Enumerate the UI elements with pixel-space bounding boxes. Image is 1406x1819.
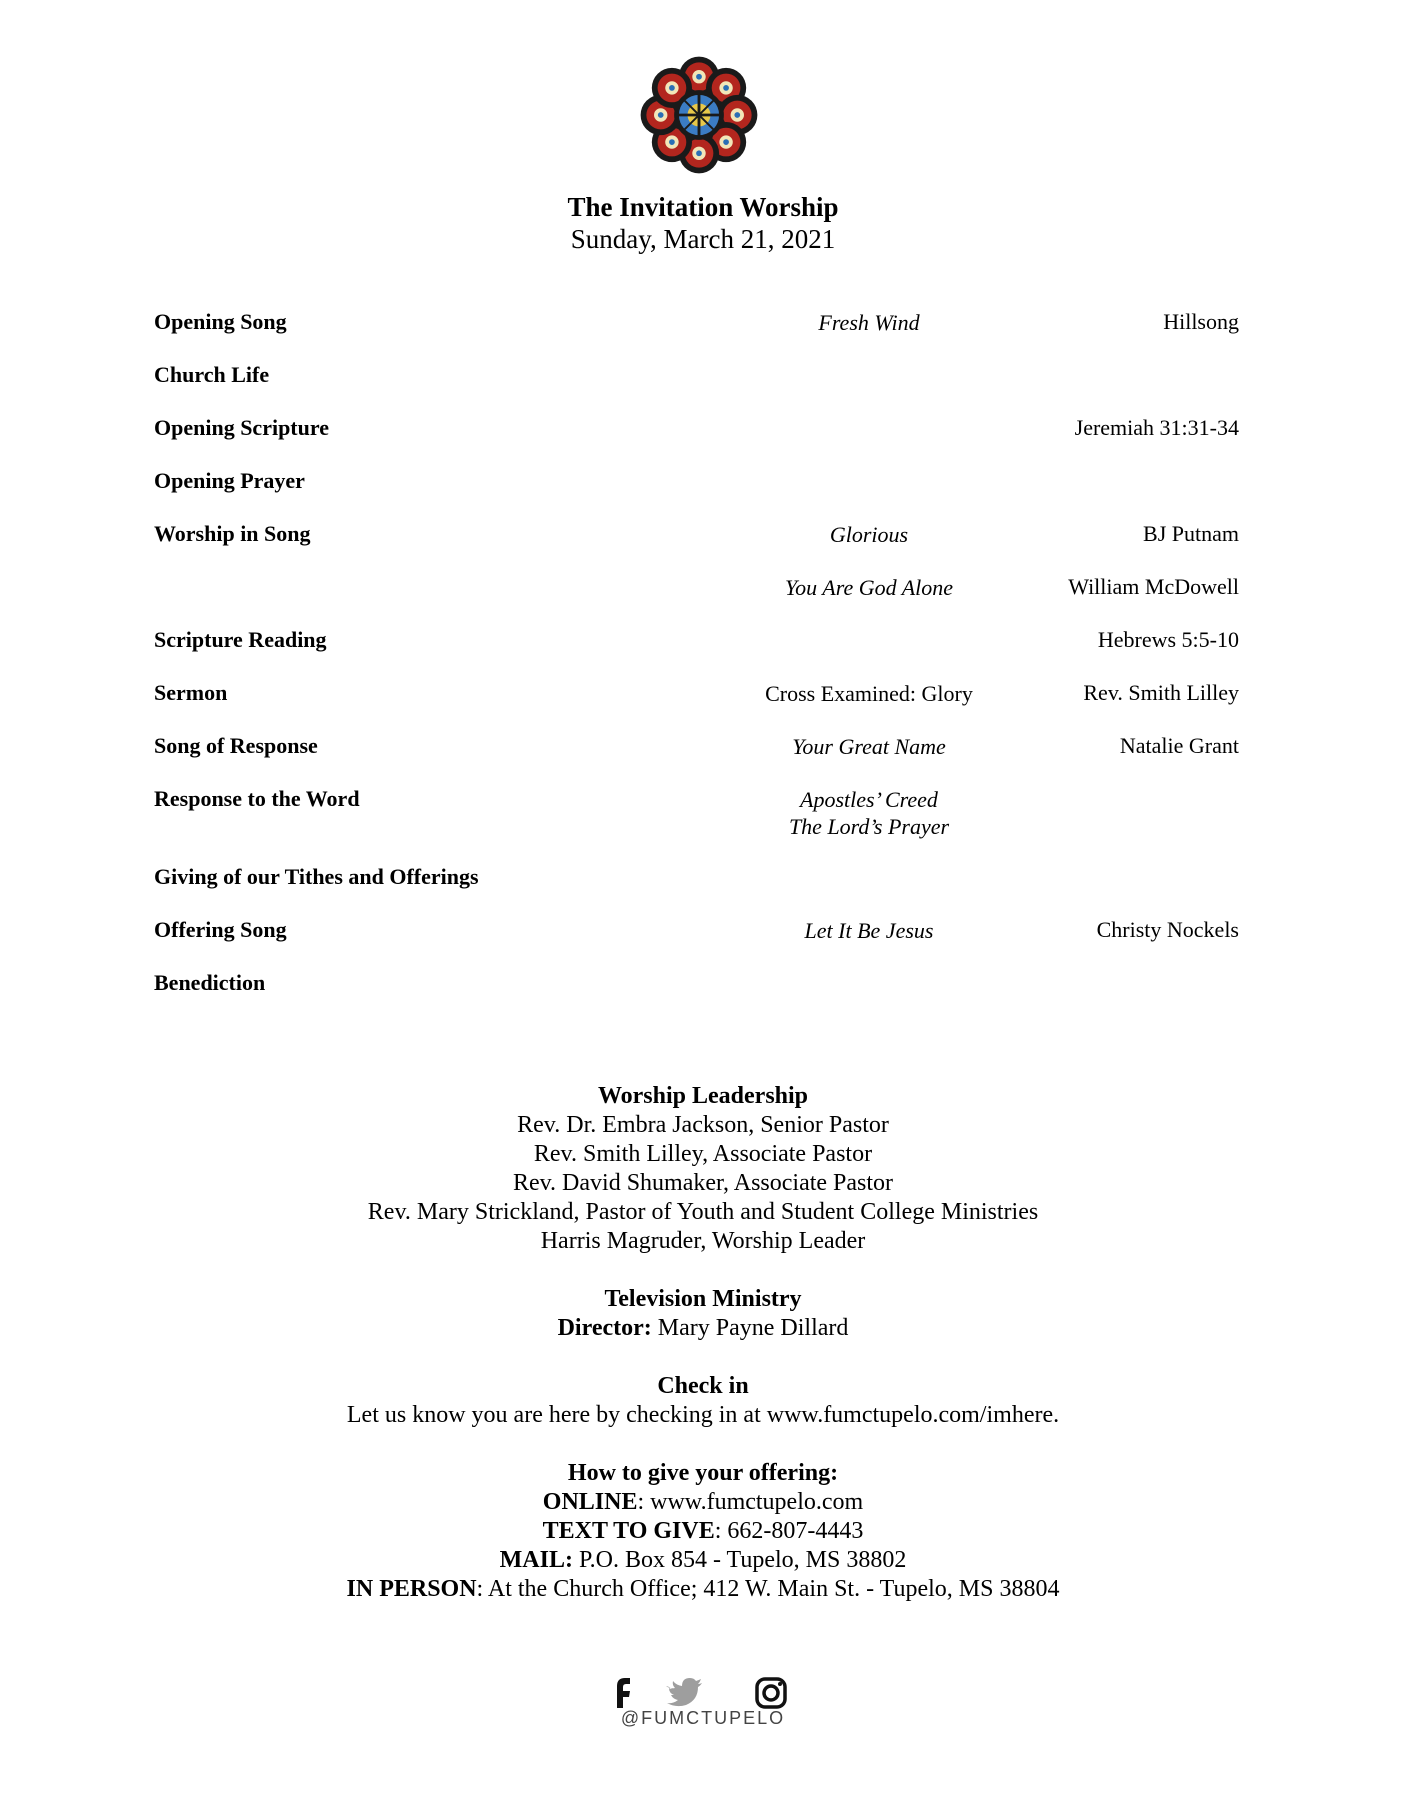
worship-row <box>154 786 1239 846</box>
online-value: : www.fumctupelo.com <box>637 1489 864 1515</box>
row-title: You Are God Alone <box>784 575 954 600</box>
worship-row <box>154 627 1239 667</box>
mail-value: P.O. Box 854 - Tupelo, MS 38802 <box>572 1547 907 1573</box>
worship-row <box>154 468 1239 508</box>
creed-line: Apostles’ Creed <box>800 787 938 812</box>
row-title: Glorious <box>829 522 909 547</box>
worship-row <box>154 415 1239 455</box>
row-label: Response to the Word <box>154 786 360 811</box>
row-label: Opening Prayer <box>154 468 305 493</box>
offering-section <box>0 1459 1406 1604</box>
row-label: Church Life <box>154 362 270 387</box>
offering-online <box>0 1488 1406 1517</box>
leader-line: Harris Magruder, Worship Leader <box>540 1228 866 1254</box>
leader-line: Rev. Dr. Embra Jackson, Senior Pastor <box>517 1112 889 1138</box>
social-handle: @FUMCTUPELO <box>620 1708 786 1728</box>
row-credit: Hebrews 5:5-10 <box>1097 627 1239 652</box>
prayer-line: The Lord’s Prayer <box>788 814 950 839</box>
worship-row <box>154 864 1239 904</box>
row-credit: Rev. Smith Lilley <box>1083 680 1239 705</box>
row-label: Song of Response <box>154 733 318 758</box>
check-in-text: Let us know you are here by checking in at www.fumctupelo.com/imhere. <box>346 1402 1060 1428</box>
facebook-icon <box>617 1678 630 1708</box>
row-credit: Christy Nockels <box>1096 917 1239 942</box>
row-credit: BJ Putnam <box>1143 521 1239 546</box>
text-value: : 662-807-4443 <box>714 1518 864 1544</box>
row-credit: Jeremiah 31:31-34 <box>1074 415 1239 440</box>
offering-mail <box>0 1546 1406 1575</box>
television-heading: Television Ministry <box>604 1286 802 1312</box>
director-line <box>0 1314 1406 1343</box>
row-label: Opening Scripture <box>154 415 330 440</box>
worship-row <box>154 733 1239 773</box>
director-name: Mary Payne Dillard <box>651 1315 849 1341</box>
row-title: Fresh Wind <box>818 310 920 335</box>
row-title <box>624 786 1114 840</box>
online-label: ONLINE <box>542 1489 638 1515</box>
worship-row <box>154 970 1239 1010</box>
row-credit: William McDowell <box>1068 574 1239 599</box>
leadership-heading: Worship Leadership <box>597 1083 809 1109</box>
leader-line: Rev. Mary Strickland, Pastor of Youth and Student College Ministries <box>367 1199 1039 1225</box>
worship-row <box>154 917 1239 957</box>
row-label: Giving of our Tithes and Offerings <box>154 864 479 889</box>
row-label: Sermon <box>154 680 228 705</box>
twitter-icon <box>666 1678 702 1706</box>
offering-text <box>0 1517 1406 1546</box>
row-label: Opening Song <box>154 309 287 334</box>
in-person-value: : At the Church Office; 412 W. Main St. - Tupelo, MS 38804 <box>476 1576 1060 1602</box>
mail-label: MAIL: <box>499 1547 573 1573</box>
row-label: Worship in Song <box>154 521 311 546</box>
in-person-label: IN PERSON <box>346 1576 477 1602</box>
row-label: Offering Song <box>154 917 287 942</box>
text-label: TEXT TO GIVE <box>542 1518 715 1544</box>
sermon-title: Cross Examined: Glory <box>765 681 973 706</box>
worship-row <box>154 309 1239 349</box>
leader-line: Rev. David Shumaker, Associate Pastor <box>512 1170 894 1196</box>
offering-heading: How to give your offering: <box>567 1460 839 1486</box>
instagram-icon <box>757 1679 785 1707</box>
television-section <box>0 1285 1406 1343</box>
row-credit: Hillsong <box>1163 309 1239 334</box>
service-title: The Invitation Worship <box>567 192 839 222</box>
service-date: Sunday, March 21, 2021 <box>570 224 836 254</box>
leadership-section <box>0 1082 1406 1256</box>
row-label: Benediction <box>154 970 266 995</box>
check-in-heading: Check in <box>657 1373 749 1399</box>
worship-row <box>154 680 1239 720</box>
worship-row <box>154 362 1239 402</box>
leader-line: Rev. Smith Lilley, Associate Pastor <box>533 1141 873 1167</box>
row-title: Let It Be Jesus <box>804 918 934 943</box>
worship-row <box>154 521 1239 561</box>
row-credit: Natalie Grant <box>1119 733 1239 758</box>
offering-in-person <box>0 1575 1406 1604</box>
row-label: Scripture Reading <box>154 627 327 652</box>
worship-row <box>154 574 1239 614</box>
check-in-section <box>0 1372 1406 1430</box>
director-label: Director: <box>557 1315 652 1341</box>
church-window-logo <box>632 48 766 182</box>
row-title: Your Great Name <box>792 734 946 759</box>
